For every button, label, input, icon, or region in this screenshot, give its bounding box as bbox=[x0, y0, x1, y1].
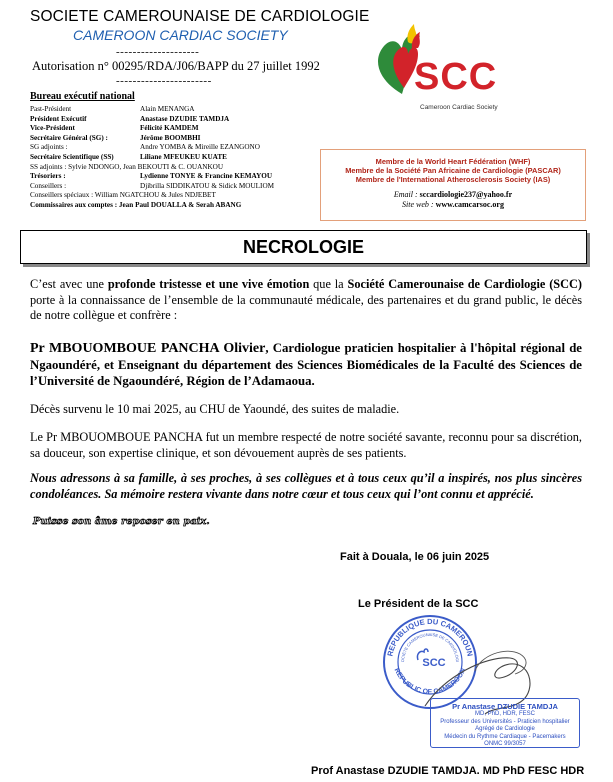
officer-row bbox=[30, 115, 330, 125]
officers-list bbox=[30, 105, 330, 211]
officer-row bbox=[30, 153, 330, 163]
membership-box bbox=[320, 149, 586, 221]
paragraph-condolences: Nous adressons à sa famille, à ses proches, à ses collègues et à tous ceux qu’il a inspirés, nos plus sincères condoléances. Sa mémoire restera vivante dans notre cœur et tous ceux qui l’ont connu et apprécié. bbox=[30, 471, 582, 501]
site-link[interactable]: www.camcarsoc.org bbox=[435, 200, 504, 209]
officer-row bbox=[30, 182, 330, 192]
bureau-title: Bureau exécutif national bbox=[30, 91, 135, 102]
text: porte à la connaissance de l’ensemble de la communauté médicale, des partenaires et du grand public, le décès de notre collègue et confrère : bbox=[30, 292, 582, 323]
officer-row bbox=[30, 191, 330, 201]
scc-logo bbox=[368, 22, 518, 127]
seal-ring-top: REPUBLIQUE DU CAMEROUN bbox=[385, 616, 475, 658]
separator: -------------------- bbox=[116, 46, 200, 58]
officer-row bbox=[30, 201, 330, 211]
separator: ----------------------- bbox=[116, 75, 212, 87]
officer-role: SG adjoints : bbox=[30, 143, 68, 152]
logo-tagline: Cameroon Cardiac Society bbox=[420, 104, 498, 111]
officer-name: Lydienne TONYE & Francine KEMAYOU bbox=[140, 172, 273, 181]
officer-role: Secrétaire Scientifique (SS) bbox=[30, 152, 114, 161]
stamp-rank: Agrégé de Cardiologie bbox=[475, 726, 535, 733]
officer-row bbox=[30, 134, 330, 144]
page-title: NECROLOGIE bbox=[242, 237, 364, 257]
officer-role: Past-Président bbox=[30, 105, 72, 113]
stamp-position: Professeur des Universités - Praticien hospitalier bbox=[440, 718, 570, 725]
officer-name: Anastase DZUDIE TAMDJA bbox=[140, 114, 230, 123]
membership-pascar: Membre de la Société Pan Africaine de Cardiologie (PASCAR) bbox=[345, 166, 561, 175]
seal-inner-ring: OCIETE CAMEROUNAISE DE CARDIOLOGI bbox=[399, 631, 461, 663]
paragraph-tribute: Le Pr MBOUOMBOUE PANCHA fut un membre respecté de notre société savante, reconnu pour sa discrétion, sa douceur, son expertise clinique, et son dévouement auprès de ses patients. bbox=[30, 430, 582, 460]
deceased-name: Pr MBOUOMBOUE PANCHA Olivier bbox=[30, 341, 266, 356]
contact-site bbox=[321, 200, 585, 210]
stamp-onmc: ONMC 99/3057 bbox=[484, 741, 526, 748]
officer-role: Vice-Président bbox=[30, 124, 75, 133]
officer-name: Andre YOMBA & Mireille EZANGONO bbox=[140, 143, 260, 152]
seal-ring-bottom: REPUBLIC OF CAMEROON bbox=[392, 667, 468, 696]
officer-row bbox=[30, 105, 330, 115]
officer-role: Trésoriers : bbox=[30, 172, 66, 181]
officer-role: Président Exécutif bbox=[30, 114, 87, 123]
membership-whf: Membre de la World Heart Fédération (WHF) bbox=[375, 157, 531, 166]
officer-name: Liliane MFEUKEU KUATE bbox=[140, 152, 227, 161]
officer-row bbox=[30, 172, 330, 182]
emphasis: profonde tristesse et une vive émotion bbox=[107, 277, 310, 291]
officer-role: Secrétaire Général (SG) : bbox=[30, 133, 108, 142]
text: C’est avec une bbox=[30, 277, 108, 291]
email-link[interactable]: sccardiologie237@yahoo.fr bbox=[419, 190, 513, 199]
officer-role: SS adjoints : Sylvie NDONGO, Jean BEKOUTI & C. OUANKOU bbox=[30, 162, 224, 171]
logo-acronym: SCC bbox=[414, 56, 498, 98]
society-name-fr: SOCIETE CAMEROUNAISE DE CARDIOLOGIE bbox=[30, 8, 370, 25]
site-label: Site web : bbox=[402, 200, 434, 209]
deceased-details: , Cardiologue praticien hospitalier à l'hôpital régional de Ngaoundéré, et Enseignant du département des Sciences Biomédicales de la Faculté des Sciences de l’Université de Ngaoundéré, Région de l’Adamaoua. bbox=[30, 341, 582, 389]
officer-role: Conseillers spéciaux : William NGATCHOU & Jules NDJEBET bbox=[30, 191, 216, 200]
email-label: Email : bbox=[393, 190, 418, 199]
title-box bbox=[20, 230, 587, 264]
paragraph-deceased bbox=[30, 340, 582, 390]
paragraph-announcement bbox=[30, 277, 582, 324]
officer-name: Djibrilla SIDDIKATOU & Sidick MOULIOM bbox=[140, 181, 275, 190]
seal-center: SCC bbox=[422, 657, 446, 669]
prayer-line: Puisse son âme reposer en paix. bbox=[33, 516, 210, 527]
signatory-name: Prof Anastase DZUDIE TAMDJA. MD PhD FESC HDR bbox=[311, 765, 585, 777]
officer-role: Commissaires aux comptes : Jean Paul DOUALLA & Serah ABANG bbox=[30, 200, 242, 209]
authorisation-line: Autorisation n° 00295/RDA/J06/BAPP du 27 juillet 1992 bbox=[32, 59, 320, 73]
stamp-name: Pr Anastase DZUDIE TAMDJA bbox=[452, 702, 558, 711]
officer-row bbox=[30, 143, 330, 153]
text: que la bbox=[309, 277, 348, 291]
officer-row bbox=[30, 124, 330, 134]
paragraph-death-date: Décès survenu le 10 mai 2025, au CHU de Yaoundé, des suites de maladie. bbox=[30, 402, 400, 416]
society-name-en: CAMEROON CARDIAC SOCIETY bbox=[73, 27, 288, 43]
stamp-specialty: Médecin du Rythme Cardiaque - Pacemakers bbox=[444, 733, 566, 740]
signature-stamp bbox=[430, 698, 580, 748]
officer-row bbox=[30, 163, 330, 173]
membership-ias: Membre de l'International Atherosclerosis Society (IAS) bbox=[355, 175, 551, 184]
contact-email bbox=[321, 190, 585, 200]
stamp-titles: MD, PhD, HDR, FESC bbox=[474, 711, 535, 717]
place-date: Fait à Douala, le 06 juin 2025 bbox=[340, 551, 490, 563]
society-name: Société Camerounaise de Cardiologie (SCC) bbox=[347, 277, 582, 291]
officer-role: Conseillers : bbox=[30, 181, 67, 190]
officer-name: Alain MENANGA bbox=[140, 105, 195, 113]
signatory-role: Le Président de la SCC bbox=[358, 598, 479, 610]
officer-name: Jérôme BOOMBHI bbox=[140, 133, 201, 142]
officer-name: Félicité KAMDEM bbox=[140, 124, 199, 133]
